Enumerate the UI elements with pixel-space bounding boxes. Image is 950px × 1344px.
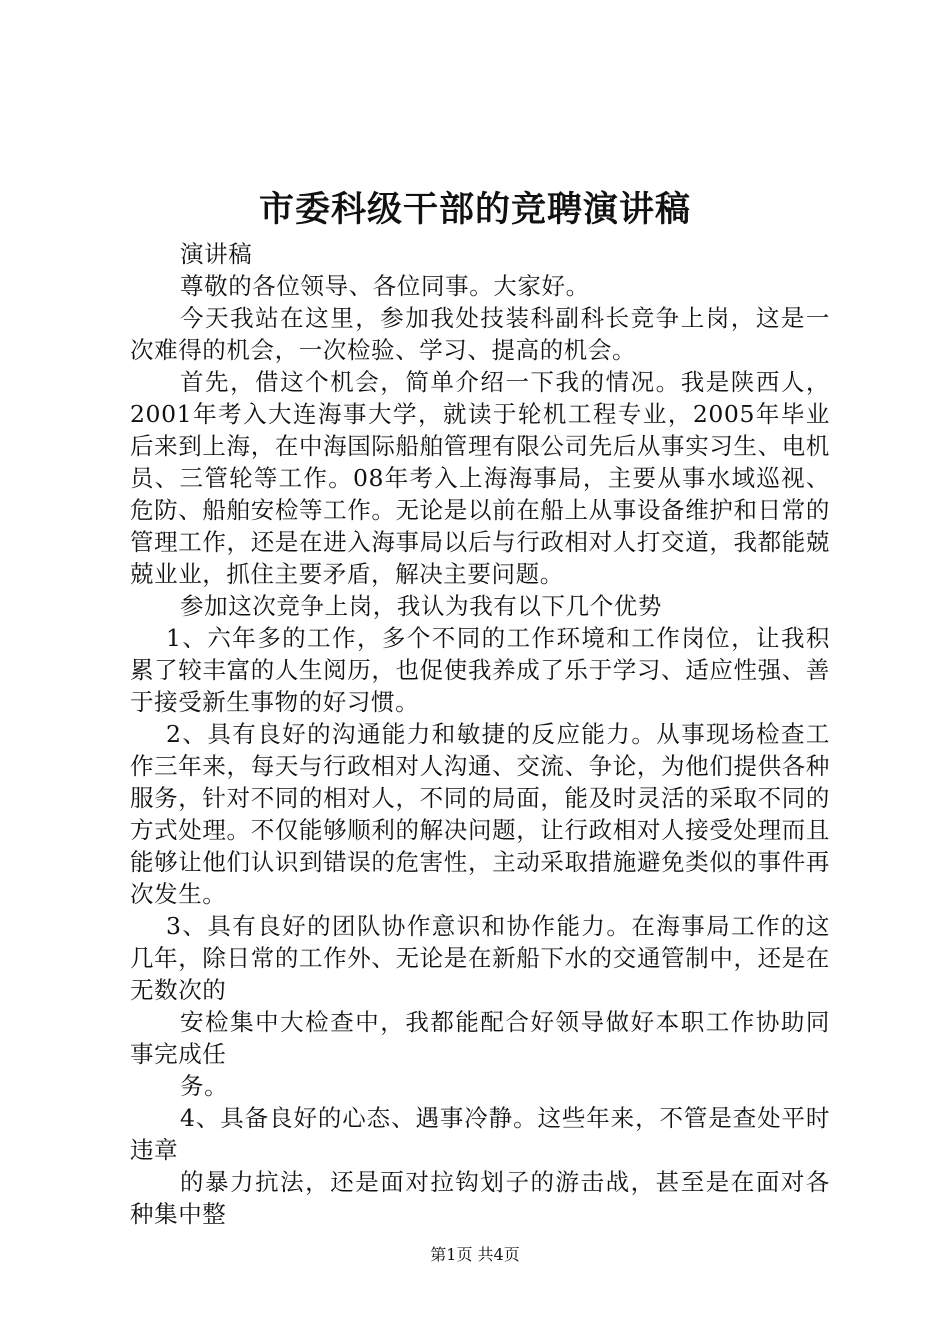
paragraph-advantage-4-cont: 的暴力抗法，还是面对拉钩划子的游击战，甚至是在面对各种集中整 (130, 1168, 830, 1228)
paragraph-advantages-lead: 参加这次竞争上岗，我认为我有以下几个优势 (180, 592, 662, 620)
paragraph-advantage-3: 3、具有良好的团队协作意识和协作能力。在海事局工作的这几年，除日常的工作外、无论是在新船下水的交通管制中，还是在无数次的 (130, 912, 830, 1004)
document-body (130, 238, 830, 1230)
paragraph-heading: 演讲稿 (180, 240, 253, 268)
paragraph-greeting: 尊敬的各位领导、各位同事。大家好。 (180, 272, 590, 300)
paragraph-advantage-1: 1、六年多的工作，多个不同的工作环境和工作岗位，让我积累了较丰富的人生阅历，也促使我养成了乐于学习、适应性强、善于接受新生事物的好习惯。 (130, 624, 830, 716)
paragraph-intro: 今天我站在这里，参加我处技装科副科长竞争上岗，这是一次难得的机会，一次检验、学习、提高的机会。 (130, 304, 830, 364)
paragraph-advantage-4: 4、具备良好的心态、遇事冷静。这些年来，不管是查处平时违章 (130, 1104, 830, 1164)
document-title: 市委科级干部的竞聘演讲稿 (258, 189, 691, 230)
paragraph-advantage-3-end: 务。 (180, 1072, 229, 1100)
paragraph-advantage-2: 2、具有良好的沟通能力和敏捷的反应能力。从事现场检查工作三年来，每天与行政相对人沟通、交流、争论，为他们提供各种服务，针对不同的相对人，不同的局面，能及时灵活的采取不同的方式处理。不仅能够顺利的解决问题，让行政相对人接受处理而且能够让他们认识到错误的危害性，主动采取措施避免类似的事件再次发生。 (130, 720, 830, 908)
paragraph-advantage-3-cont: 安检集中大检查中，我都能配合好领导做好本职工作协助同事完成任 (130, 1008, 830, 1068)
paragraph-background: 首先，借这个机会，简单介绍一下我的情况。我是陕西人，2001年考入大连海事大学，就读于轮机工程专业，2005年毕业后来到上海，在中海国际船舶管理有限公司先后从事实习生、电机员、三管轮等工作。08年考入上海海事局，主要从事水域巡视、危防、船舶安检等工作。无论是以前在船上从事设备维护和日常的管理工作，还是在进入海事局以后与行政相对人打交道，我都能兢兢业业，抓住主要矛盾，解决主要问题。 (130, 368, 830, 588)
page-number-footer: 第1页 共4页 (430, 1245, 520, 1264)
